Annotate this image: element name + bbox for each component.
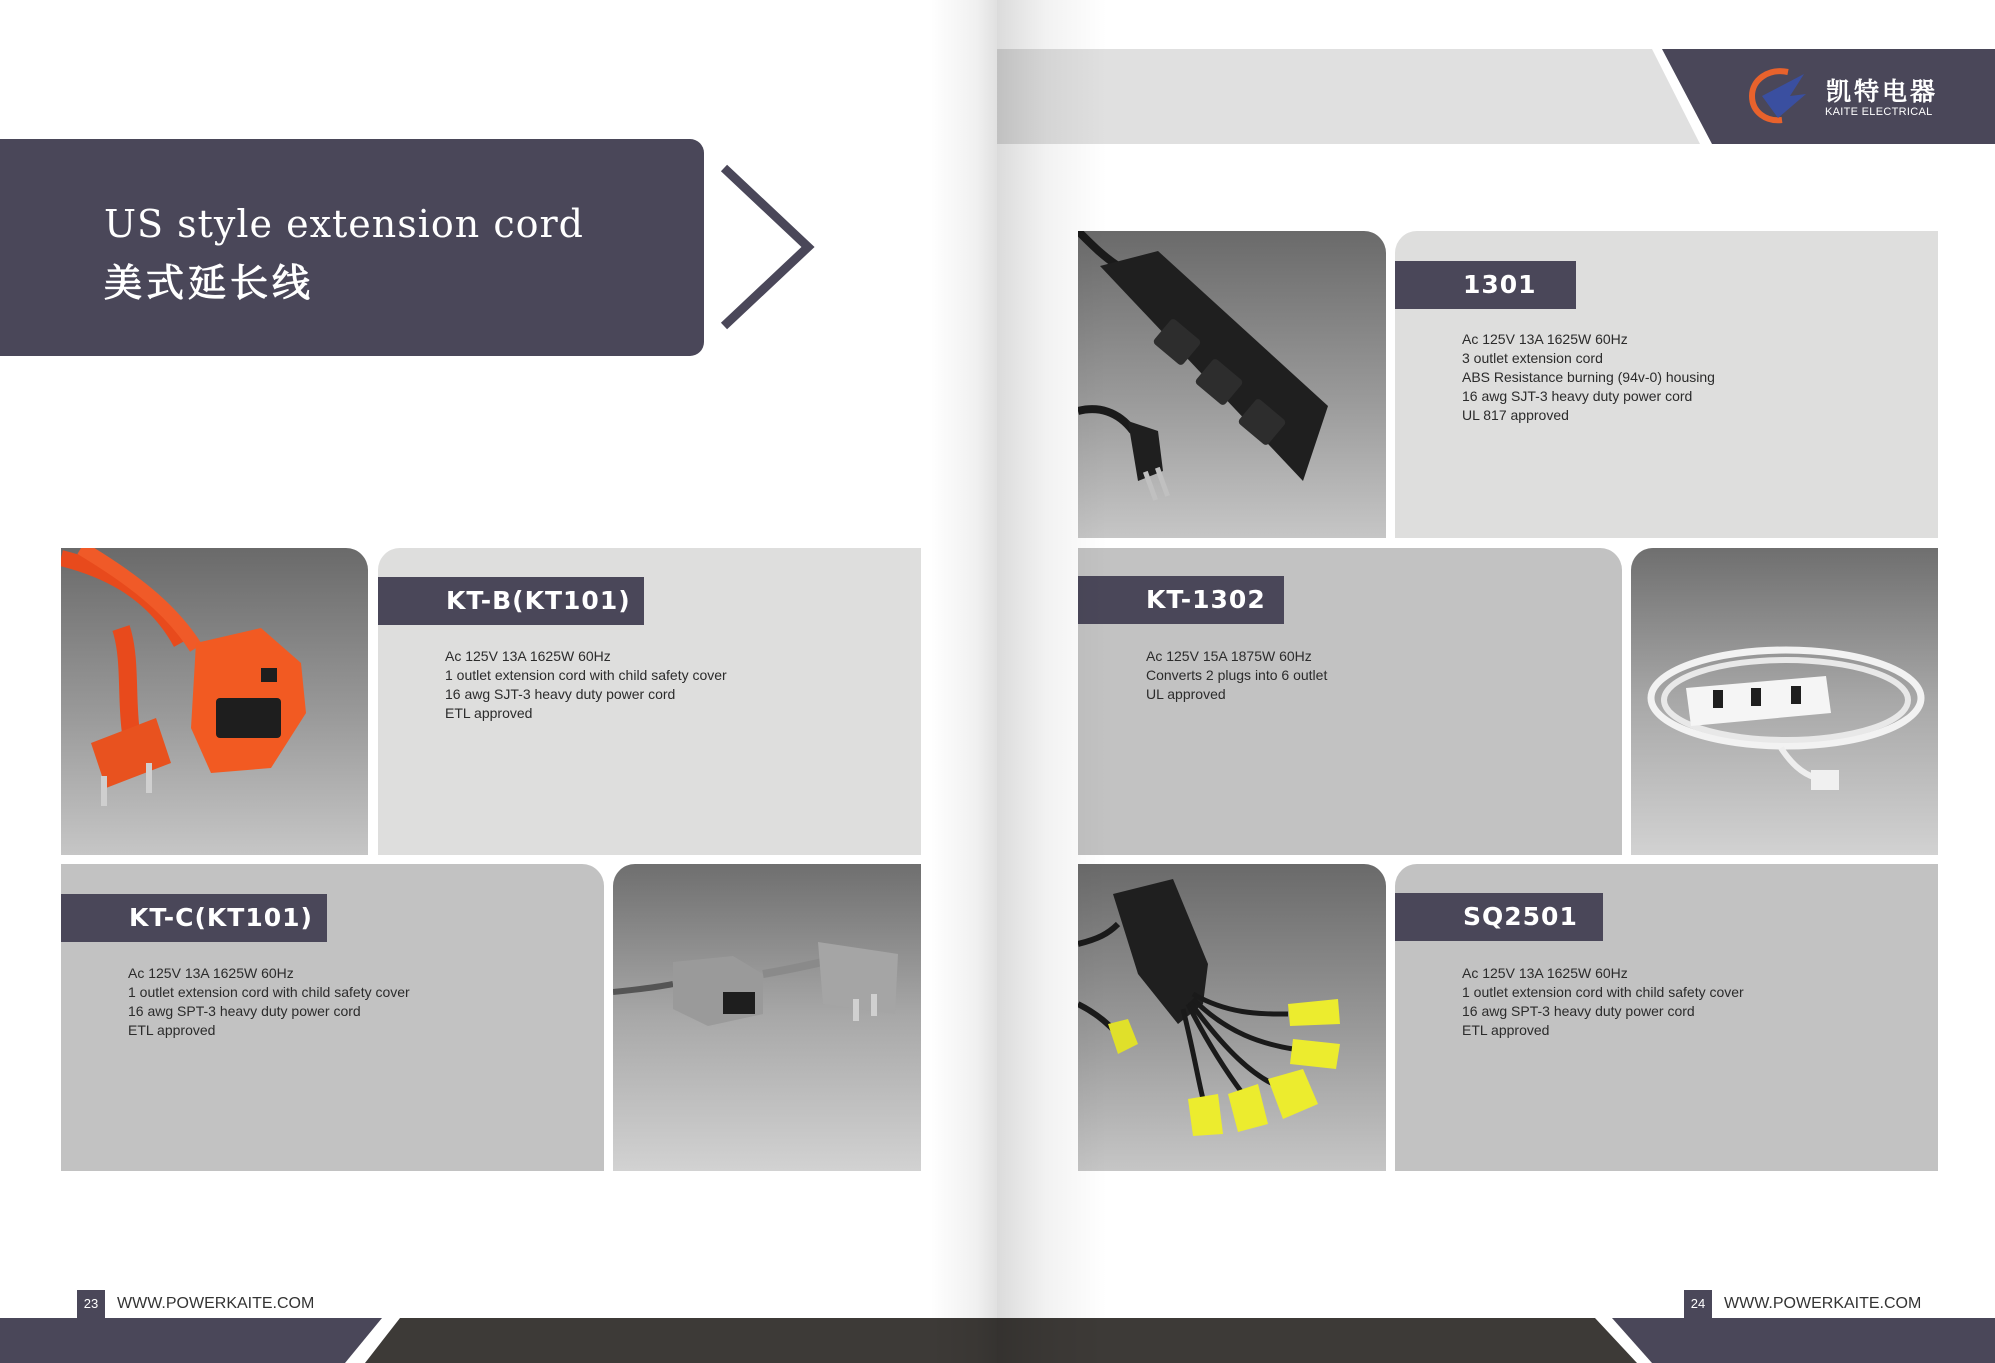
- spec-item: Ac 125V 13A 1625W 60Hz: [445, 648, 611, 664]
- page-title-cn: 美式延长线: [104, 261, 315, 305]
- grey-plug-icon: [613, 864, 921, 1171]
- spec-item: ETL approved: [445, 705, 533, 721]
- footer-bar: [0, 1318, 997, 1363]
- brand-name-cn: 凯特电器: [1826, 77, 1939, 106]
- spine-shadow: [930, 0, 997, 1363]
- chevron-right-icon: [716, 164, 816, 330]
- spec-item: Ac 125V 13A 1625W 60Hz: [128, 965, 294, 981]
- model-tag-kt-1302: KT-1302: [1078, 576, 1284, 624]
- model-tag-sq2501: SQ2501: [1395, 893, 1603, 941]
- spec-list-sq2501: [1462, 964, 1744, 1040]
- spec-item: 16 awg SJT-3 heavy duty power cord: [1462, 388, 1693, 404]
- website-link[interactable]: WWW.POWERKAITE.COM: [1724, 1295, 1922, 1312]
- spec-item: 1 outlet extension cord with child safety cover: [445, 667, 727, 683]
- spec-item: Converts 2 plugs into 6 outlet: [1146, 667, 1328, 683]
- yellow-multi-outlet-icon: [1078, 864, 1386, 1171]
- spec-list-kt-1302: [1146, 647, 1327, 704]
- spec-item: Ac 125V 13A 1625W 60Hz: [1462, 331, 1628, 347]
- product-photo-1301: [1078, 231, 1386, 538]
- model-tag-kt-b: KT-B(KT101): [378, 577, 644, 625]
- spec-item: 1 outlet extension cord with child safety cover: [128, 984, 410, 1000]
- spec-item: ETL approved: [1462, 1022, 1550, 1038]
- title-banner: [0, 139, 704, 356]
- spec-item: Ac 125V 15A 1875W 60Hz: [1146, 648, 1312, 664]
- spec-list-1301: [1462, 330, 1715, 425]
- website-link[interactable]: WWW.POWERKAITE.COM: [117, 1295, 315, 1312]
- page-number: 23: [77, 1290, 105, 1318]
- product-photo-kt-1302: [1631, 548, 1938, 855]
- spec-item: ETL approved: [128, 1022, 216, 1038]
- spec-item: 1 outlet extension cord with child safety cover: [1462, 984, 1744, 1000]
- product-photo-kt-c: [613, 864, 921, 1171]
- spec-item: 16 awg SJT-3 heavy duty power cord: [445, 686, 676, 702]
- product-photo-sq2501: [1078, 864, 1386, 1171]
- spec-item: 16 awg SPT-3 heavy duty power cord: [1462, 1003, 1695, 1019]
- page-title-en: US style extension cord: [104, 202, 584, 246]
- white-extension-cord-icon: [1631, 548, 1938, 855]
- model-tag-kt-c: KT-C(KT101): [61, 894, 327, 942]
- model-tag-1301: 1301: [1395, 261, 1576, 309]
- footer-bar: [997, 1318, 1995, 1363]
- spec-list-kt-c: [128, 964, 410, 1040]
- spec-item: Ac 125V 13A 1625W 60Hz: [1462, 965, 1628, 981]
- spec-item: 16 awg SPT-3 heavy duty power cord: [128, 1003, 361, 1019]
- page-number: 24: [1684, 1290, 1712, 1318]
- spec-item: ABS Resistance burning (94v-0) housing: [1462, 369, 1715, 385]
- brand-name-en: KAITE ELECTRICAL: [1825, 106, 1933, 118]
- spine-shadow: [997, 0, 1107, 1363]
- kaite-logo-icon: [1748, 66, 1814, 126]
- orange-plug-icon: [61, 548, 368, 855]
- spec-item: UL approved: [1146, 686, 1226, 702]
- spec-item: UL 817 approved: [1462, 407, 1569, 423]
- product-photo-kt-b: [61, 548, 368, 855]
- spec-list-kt-b: [445, 647, 727, 723]
- black-power-strip-icon: [1078, 231, 1386, 538]
- spec-item: 3 outlet extension cord: [1462, 350, 1603, 366]
